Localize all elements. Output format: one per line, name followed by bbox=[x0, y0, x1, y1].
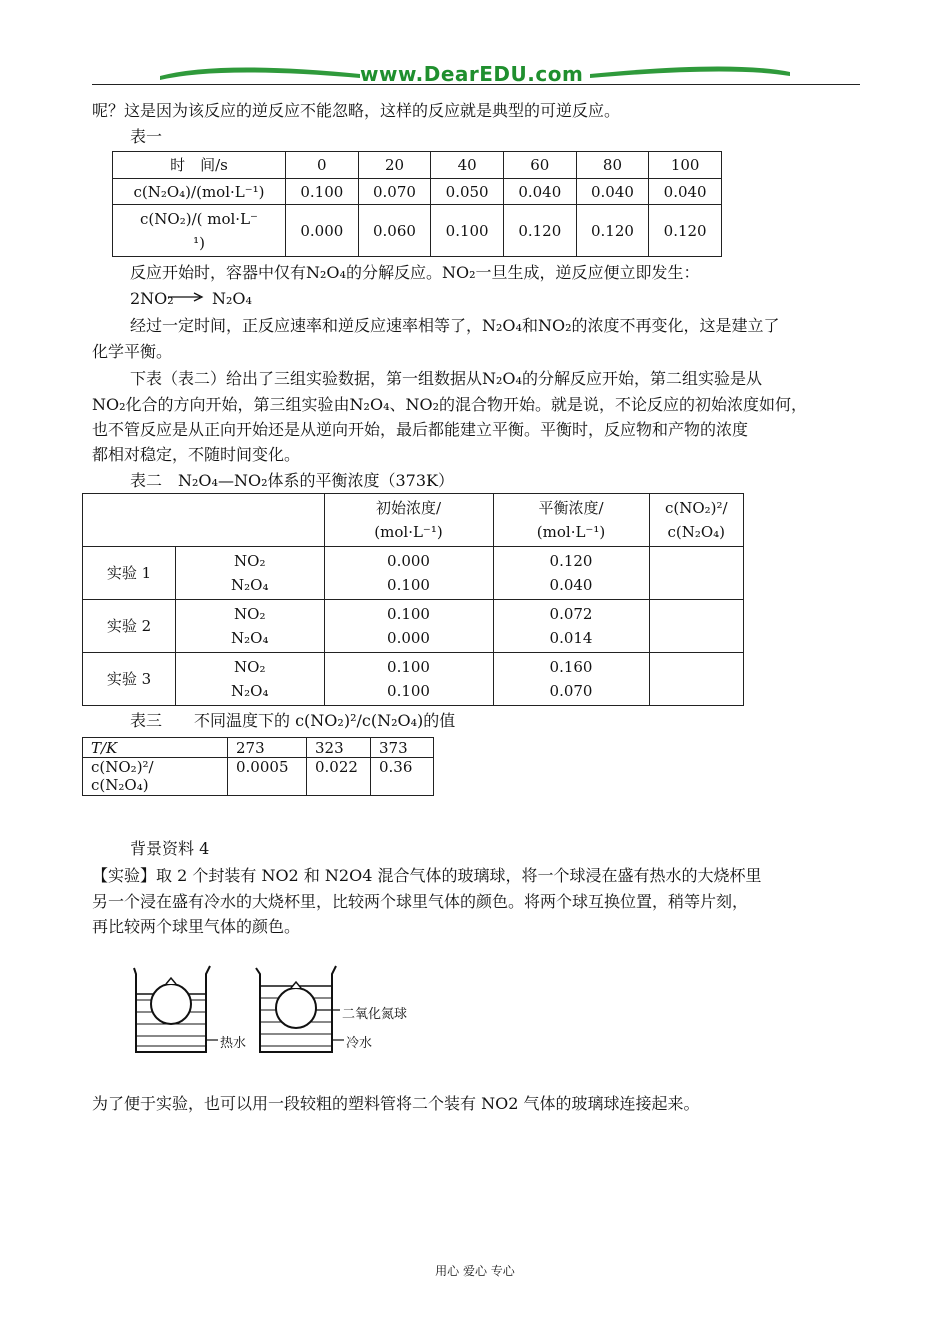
t1-cell: 0.100 bbox=[431, 205, 504, 257]
t1-cell: 0.060 bbox=[358, 205, 431, 257]
t1-row2-label-a: c(NO₂)/( mol·L⁻ bbox=[140, 209, 258, 228]
t2-initial bbox=[324, 653, 493, 706]
t2-species-1: NO₂ bbox=[234, 658, 266, 676]
t3-label-a: c(NO₂)²/ bbox=[91, 758, 154, 776]
t2-initial-1: 0.000 bbox=[387, 552, 430, 570]
t2-initial bbox=[324, 547, 493, 600]
t2-eq-1: 0.160 bbox=[549, 658, 593, 676]
t2-initial-2: 0.100 bbox=[387, 682, 430, 700]
t1-cell: 0.050 bbox=[431, 179, 504, 205]
figure-label-ball: 二氧化氮球 bbox=[342, 1007, 408, 1022]
paragraph-4-line3: 也不管反应是从正向开始还是从逆向开始，最后都能建立平衡。平衡时，反应物和产物的浓度 bbox=[92, 420, 749, 439]
t2-initial-2: 0.000 bbox=[387, 629, 430, 647]
page-footer: 用心 爱心 专心 bbox=[435, 1264, 515, 1278]
paragraph-4-line4: 都相对稳定，不随时间变化。 bbox=[92, 445, 301, 464]
t1-time: 60 bbox=[503, 152, 576, 179]
t2-ratio-blank bbox=[649, 600, 743, 653]
t1-head: 时 间/s bbox=[113, 152, 286, 179]
paragraph-1: 呢？这是因为该反应的逆反应不能忽略，这样的反应就是典型的可逆反应。 bbox=[92, 101, 621, 120]
t1-cell: 0.040 bbox=[503, 179, 576, 205]
t1-cell: 0.000 bbox=[286, 205, 359, 257]
table-2 bbox=[82, 493, 744, 706]
equation-left: 2NO₂ bbox=[130, 289, 174, 308]
t2-species bbox=[176, 600, 325, 653]
t3-head: T/K bbox=[83, 738, 228, 758]
t2-eq-2: 0.014 bbox=[549, 629, 593, 647]
t1-cell: 0.120 bbox=[576, 205, 649, 257]
t2-species-2: N₂O₄ bbox=[231, 682, 269, 700]
site-brand: www.DearEDU.com bbox=[360, 62, 584, 86]
t2-ratio-blank bbox=[649, 653, 743, 706]
t3-val: 0.022 bbox=[307, 758, 371, 796]
experiment-line3: 再比较两个球里气体的颜色。 bbox=[92, 917, 301, 936]
t2-exp-label: 实验 1 bbox=[83, 547, 176, 600]
t1-time: 80 bbox=[576, 152, 649, 179]
table-1 bbox=[112, 151, 722, 257]
t3-temp: 273 bbox=[228, 738, 307, 758]
t2-ratio-blank bbox=[649, 547, 743, 600]
t1-row2-label-b: ¹) bbox=[193, 233, 205, 252]
t2-initial-2: 0.100 bbox=[387, 576, 430, 594]
figure-label-hot: 热水 bbox=[220, 1036, 247, 1051]
last-paragraph: 为了便于实验，也可以用一段较粗的塑料管将二个装有 NO2 气体的玻璃球连接起来。 bbox=[92, 1094, 700, 1113]
t2-initial bbox=[324, 600, 493, 653]
t2-head-initial-b: (mol·L⁻¹) bbox=[374, 523, 443, 541]
t2-head-ratio-b: c(N₂O₄) bbox=[667, 523, 726, 541]
table-3 bbox=[82, 737, 434, 796]
t2-eq-2: 0.040 bbox=[549, 576, 593, 594]
t2-equilibrium bbox=[493, 653, 649, 706]
t2-species-2: N₂O₄ bbox=[231, 629, 269, 647]
paragraph-3-line1: 经过一定时间，正反应速率和逆反应速率相等了，N₂O₄和NO₂的浓度不再变化，这是建立了 bbox=[130, 316, 780, 335]
figure-label-cold: 冷水 bbox=[346, 1036, 373, 1051]
t1-time: 40 bbox=[431, 152, 504, 179]
table1-caption: 表一 bbox=[130, 127, 163, 146]
t2-species bbox=[176, 653, 325, 706]
t3-label bbox=[83, 758, 228, 796]
t2-eq-2: 0.070 bbox=[549, 682, 593, 700]
t3-temp: 323 bbox=[307, 738, 371, 758]
t2-exp-label: 实验 3 bbox=[83, 653, 176, 706]
t2-initial-1: 0.100 bbox=[387, 605, 430, 623]
t2-head-ratio bbox=[649, 494, 743, 547]
paragraph-2: 反应开始时，容器中仅有N₂O₄的分解反应。NO₂一旦生成，逆反应便立即发生： bbox=[130, 263, 700, 282]
t1-time: 100 bbox=[649, 152, 722, 179]
t1-row1-label: c(N₂O₄)/(mol·L⁻¹) bbox=[113, 179, 286, 205]
t2-corner bbox=[83, 494, 325, 547]
hot-water-beaker-icon bbox=[134, 966, 218, 1052]
t2-species-2: N₂O₄ bbox=[231, 576, 269, 594]
t1-time: 0 bbox=[286, 152, 359, 179]
t1-cell: 0.120 bbox=[649, 205, 722, 257]
t1-cell: 0.100 bbox=[286, 179, 359, 205]
t1-cell: 0.120 bbox=[503, 205, 576, 257]
reaction-arrow-icon bbox=[168, 292, 204, 302]
table3-caption: 表三 不同温度下的 c(NO₂)²/c(N₂O₄)的值 bbox=[130, 711, 456, 730]
t2-eq-1: 0.072 bbox=[549, 605, 593, 623]
t2-head-initial-a: 初始浓度/ bbox=[375, 499, 442, 517]
paragraph-4-line1: 下表（表二）给出了三组实验数据，第一组数据从N₂O₄的分解反应开始，第二组实验是从 bbox=[130, 369, 762, 388]
t2-head-ratio-a: c(NO₂)²/ bbox=[664, 499, 728, 517]
t1-cell: 0.070 bbox=[358, 179, 431, 205]
t3-temp: 373 bbox=[371, 738, 434, 758]
t2-head-eq-b: (mol·L⁻¹) bbox=[536, 523, 606, 541]
t3-val: 0.36 bbox=[371, 758, 434, 796]
t1-cell: 0.040 bbox=[649, 179, 722, 205]
t1-cell: 0.040 bbox=[576, 179, 649, 205]
paragraph-3-line2: 化学平衡。 bbox=[92, 342, 173, 361]
t1-time: 20 bbox=[358, 152, 431, 179]
t2-species-1: NO₂ bbox=[234, 552, 266, 570]
header-rule bbox=[92, 84, 860, 85]
t2-equilibrium bbox=[493, 547, 649, 600]
t2-head-initial bbox=[324, 494, 493, 547]
t2-equilibrium bbox=[493, 600, 649, 653]
t2-initial-1: 0.100 bbox=[387, 658, 430, 676]
t2-exp-label: 实验 2 bbox=[83, 600, 176, 653]
t2-species-1: NO₂ bbox=[234, 605, 266, 623]
paragraph-4-line2: NO₂化合的方向开始，第三组实验由N₂O₄、NO₂的混合物开始。就是说，不论反应的初始浓度如何， bbox=[92, 395, 808, 414]
t1-row2-label bbox=[113, 205, 286, 257]
background-4-title: 背景资料 4 bbox=[130, 839, 210, 858]
t2-head-equilibrium bbox=[493, 494, 649, 547]
t3-label-b: c(N₂O₄) bbox=[91, 776, 149, 794]
t2-species bbox=[176, 547, 325, 600]
equation-right: N₂O₄ bbox=[212, 289, 252, 308]
t2-head-eq-a: 平衡浓度/ bbox=[538, 499, 604, 517]
t2-eq-1: 0.120 bbox=[549, 552, 593, 570]
cold-water-beaker-icon bbox=[256, 966, 344, 1052]
table2-caption: 表二 N₂O₄—NO₂体系的平衡浓度（373K） bbox=[130, 471, 454, 490]
experiment-line2: 另一个浸在盛有冷水的大烧杯里，比较两个球里气体的颜色。将两个球互换位置，稍等片刻， bbox=[92, 892, 749, 911]
experiment-line1: 【实验】取 2 个封装有 NO2 和 N2O4 混合气体的玻璃球，将一个球浸在盛有热水的大烧杯里 bbox=[92, 866, 762, 885]
t3-val: 0.0005 bbox=[228, 758, 307, 796]
